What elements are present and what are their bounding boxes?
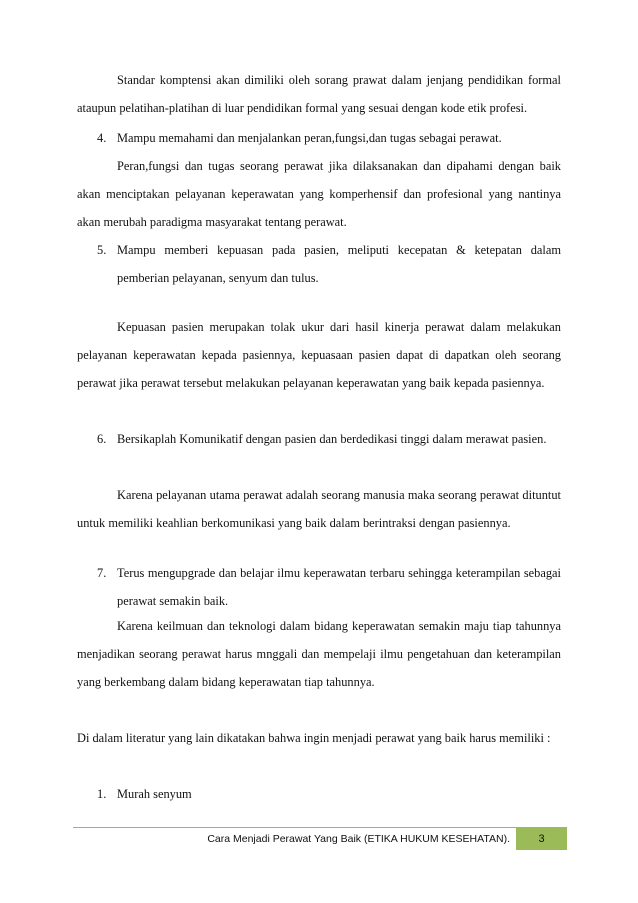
list-number: 5. [97, 243, 107, 257]
list-text: Murah senyum [117, 787, 192, 801]
list-item-5 [97, 236, 561, 292]
paragraph-patient-satisfaction: Kepuasan pasien merupakan tolak ukur dari hasil kinerja perawat dalam melakukan pelayanan keperawatan kepada pasiennya, kepuasaan pasien dapat di dapatkan oleh seorang perawat jika perawat tersebut melakukan pelayanan keperawatan yang baik kepada pasiennya. [77, 320, 561, 390]
list-item-1 [97, 780, 561, 808]
list-number: 6. [97, 432, 107, 446]
list-item-6 [97, 425, 561, 453]
page-number: 3 [516, 828, 567, 850]
list-number: 4. [97, 131, 107, 145]
list-item-7 [97, 559, 561, 615]
paragraph-competency-standard: Standar komptensi akan dimiliki oleh sorang prawat dalam jenjang pendidikan formal ataupun pelatihan-platihan di luar pendidikan formal yang sesuai dengan kode etik profesi. [77, 73, 561, 115]
list-number: 1. [97, 787, 107, 801]
paragraph-knowledge-technology: Karena keilmuan dan teknologi dalam bidang keperawatan semakin maju tiap tahunnya menjadikan seorang perawat harus mnggali dan mempelaji ilmu pengetahuan dan keterampilan yang berkembang dalam bidang keperawatan tiap tahunnya. [77, 619, 561, 689]
footer-title: Cara Menjadi Perawat Yang Baik (ETIKA HUKUM KESEHATAN). [207, 833, 510, 845]
list-text: Mampu memberi kepuasan pada pasien, meliputi kecepatan & ketepatan dalam pemberian pelayanan, senyum dan tulus. [117, 243, 561, 285]
list-text: Terus mengupgrade dan belajar ilmu keperawatan terbaru sehingga keterampilan sebagai perawat semakin baik. [117, 566, 561, 608]
list-text: Mampu memahami dan menjalankan peran,fungsi,dan tugas sebagai perawat. [117, 131, 502, 145]
list-text: Bersikaplah Komunikatif dengan pasien dan berdedikasi tinggi dalam merawat pasien. [117, 432, 547, 446]
paragraph-communication: Karena pelayanan utama perawat adalah seorang manusia maka seorang perawat dituntut untuk memiliki keahlian berkomunikasi yang baik dalam berintraksi dengan pasiennya. [77, 488, 561, 530]
paragraph-role-function: Peran,fungsi dan tugas seorang perawat jika dilaksanakan dan dipahami dengan baik akan menciptakan pelayanan keperawatan yang komperhensif dan profesional yang nantinya akan merubah paradigma masyarakat tentang perawat. [77, 159, 561, 229]
list-number: 7. [97, 566, 107, 580]
paragraph-literature: Di dalam literatur yang lain dikatakan bahwa ingin menjadi perawat yang baik harus memiliki : [77, 731, 551, 745]
list-item-4 [97, 124, 561, 152]
